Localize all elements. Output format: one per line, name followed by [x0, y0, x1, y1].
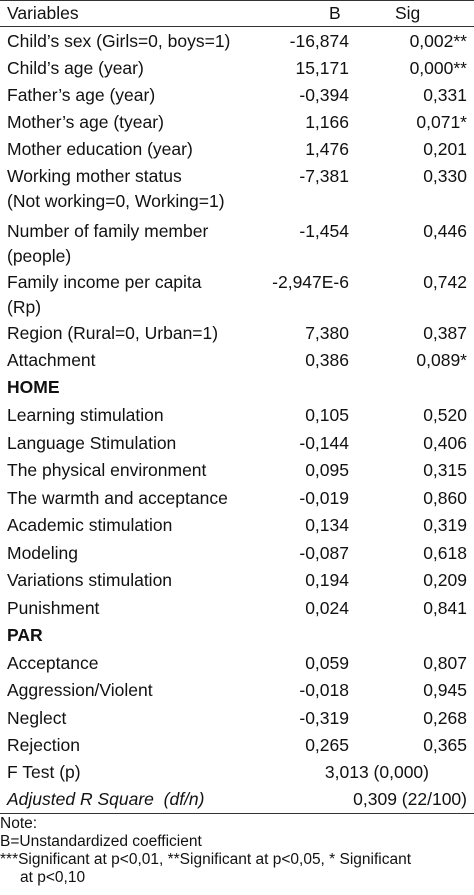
row-variable: Variations stimulation — [7, 570, 173, 590]
table-row — [0, 705, 474, 732]
table-row — [0, 28, 474, 55]
row-variable — [7, 269, 202, 319]
note-significance: ***Significant at p<0,01, **Significant at p<0,05, * Significant — [0, 851, 412, 868]
adj-r-suffix: (df/n) — [163, 789, 205, 809]
row-sig: 0,268 — [423, 708, 467, 728]
row-b: -0,087 — [299, 543, 349, 563]
row-sig: 0,002** — [409, 31, 467, 51]
table-row — [0, 485, 474, 512]
row-b: 0,386 — [305, 350, 349, 370]
row-sig: 0,520 — [423, 405, 467, 425]
note-heading: Note: — [0, 815, 38, 832]
row-variable-line2: (people) — [7, 246, 72, 266]
table-row — [0, 732, 474, 759]
row-sig: 0,807 — [423, 653, 467, 673]
row-variable: Child’s age (year) — [7, 58, 144, 78]
table-row — [0, 457, 474, 484]
row-sig: 0,860 — [423, 488, 467, 508]
row-sig: 0,201 — [423, 139, 467, 159]
table-row — [0, 320, 474, 347]
row-variable: Modeling — [7, 543, 79, 563]
table-row — [0, 677, 474, 704]
row-b: -1,454 — [299, 221, 349, 241]
header-b: B — [329, 3, 341, 23]
table-row — [0, 55, 474, 82]
row-variable: Child’s sex (Girls=0, boys=1) — [7, 31, 231, 51]
row-variable — [7, 163, 225, 213]
section-row-home — [0, 374, 474, 401]
table-row — [0, 269, 474, 319]
adj-r-label-group — [7, 786, 205, 813]
row-sig: 0,365 — [423, 735, 467, 755]
table-row — [0, 430, 474, 457]
row-b: -0,144 — [299, 433, 349, 453]
row-b: 7,380 — [305, 323, 349, 343]
adj-r-row — [0, 786, 474, 814]
row-b: -16,874 — [289, 31, 349, 51]
row-b: -7,381 — [299, 166, 349, 186]
table-row — [0, 540, 474, 567]
adj-r-label: Adjusted R Square — [7, 789, 154, 809]
section-row-par — [0, 622, 474, 649]
row-b: -0,319 — [299, 708, 349, 728]
row-sig: 0,618 — [423, 543, 467, 563]
row-b: 0,194 — [305, 570, 349, 590]
row-variable: Acceptance — [7, 653, 99, 673]
row-sig: 0,945 — [423, 680, 467, 700]
row-sig: 0,209 — [423, 570, 467, 590]
table-row — [0, 512, 474, 539]
row-sig: 0,315 — [423, 460, 467, 480]
note-significance-cont: at p<0,10 — [20, 869, 86, 886]
table-row — [0, 218, 474, 268]
section-title-par: PAR — [7, 625, 43, 645]
ftest-label: F Test (p) — [7, 762, 81, 782]
row-sig: 0,446 — [423, 221, 467, 241]
row-b: 0,024 — [305, 598, 349, 618]
row-b: 0,095 — [305, 460, 349, 480]
row-b: 0,265 — [305, 735, 349, 755]
row-variable: Language Stimulation — [7, 433, 177, 453]
row-variable: Learning stimulation — [7, 405, 164, 425]
header-sig: Sig — [395, 3, 421, 23]
row-variable: Attachment — [7, 350, 96, 370]
table-notes — [0, 815, 474, 887]
row-variable: Academic stimulation — [7, 515, 173, 535]
row-variable: Mother’s age (tyear) — [7, 112, 164, 132]
table-row — [0, 650, 474, 677]
table-row — [0, 347, 474, 374]
row-sig: 0,319 — [423, 515, 467, 535]
row-variable: Aggression/Violent — [7, 680, 153, 700]
header-row — [0, 0, 474, 26]
row-sig: 0,000** — [409, 58, 467, 78]
row-variable-line1: Working mother status — [7, 166, 182, 186]
row-sig: 0,071* — [416, 112, 467, 132]
table-row — [0, 595, 474, 622]
row-b: -0,018 — [299, 680, 349, 700]
row-variable-line1: Family income per capita — [7, 272, 202, 292]
table-row — [0, 567, 474, 594]
row-b: -2,947E-6 — [272, 272, 349, 292]
row-sig: 0,089* — [416, 350, 467, 370]
table-row — [0, 163, 474, 213]
row-b: 1,166 — [305, 112, 349, 132]
row-sig: 0,406 — [423, 433, 467, 453]
row-variable-line2: (Rp) — [7, 297, 42, 317]
table-row — [0, 109, 474, 136]
row-variable-line1: Number of family member — [7, 221, 209, 241]
bottom-rule — [0, 813, 474, 814]
row-b: -0,394 — [299, 85, 349, 105]
row-b: 1,476 — [305, 139, 349, 159]
row-variable: The physical environment — [7, 460, 207, 480]
header-variables: Variables — [7, 3, 79, 23]
row-sig: 0,331 — [423, 85, 467, 105]
row-variable: Mother education (year) — [7, 139, 193, 159]
row-variable: Rejection — [7, 735, 80, 755]
row-b: 0,105 — [305, 405, 349, 425]
header-rule — [0, 26, 474, 27]
row-sig: 0,330 — [423, 166, 467, 186]
ftest-row — [0, 759, 474, 786]
adj-r-value: 0,309 (22/100) — [353, 789, 467, 809]
ftest-value: 3,013 (0,000) — [324, 762, 429, 782]
row-b: 15,171 — [295, 58, 349, 78]
row-variable: Father’s age (year) — [7, 85, 156, 105]
section-title-home: HOME — [7, 377, 60, 397]
note-b-definition: B=Unstandardized coefficient — [0, 833, 202, 850]
row-b: 0,059 — [305, 653, 349, 673]
table-row — [0, 136, 474, 163]
table-row — [0, 402, 474, 429]
row-variable — [7, 218, 208, 268]
table-row — [0, 82, 474, 109]
row-variable: Region (Rural=0, Urban=1) — [7, 323, 219, 343]
row-variable: Neglect — [7, 708, 67, 728]
row-variable: Punishment — [7, 598, 100, 618]
row-b: 0,134 — [305, 515, 349, 535]
row-sig: 0,841 — [423, 598, 467, 618]
row-sig: 0,742 — [423, 272, 467, 292]
row-variable: The warmth and acceptance — [7, 488, 228, 508]
row-b: -0,019 — [299, 488, 349, 508]
row-sig: 0,387 — [423, 323, 467, 343]
row-variable-line2: (Not working=0, Working=1) — [7, 191, 225, 211]
